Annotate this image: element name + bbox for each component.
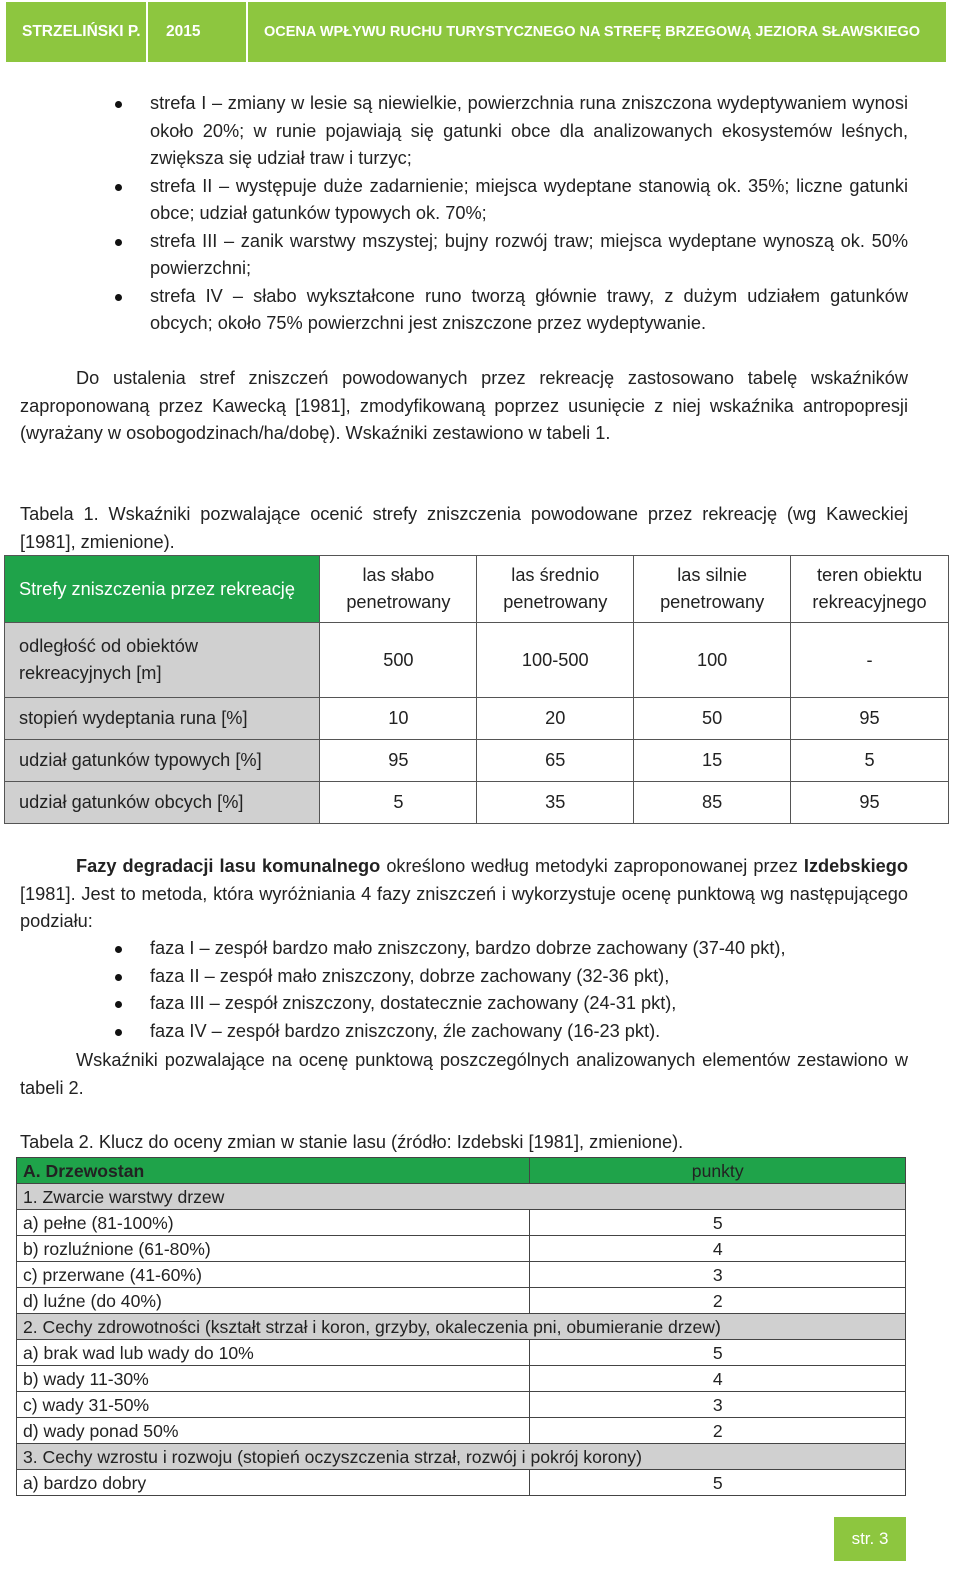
item-points: 2 (530, 1288, 906, 1314)
header-divider (146, 2, 148, 62)
item-points: 5 (530, 1340, 906, 1366)
row-label: udział gatunków typowych [%] (5, 740, 320, 782)
item-points: 4 (530, 1366, 906, 1392)
group-title: 1. Zwarcie warstwy drzew (17, 1184, 906, 1210)
item-points: 4 (530, 1236, 906, 1262)
points-header: punkty (530, 1158, 906, 1184)
table-row (5, 782, 949, 824)
forest-key-table (16, 1157, 906, 1496)
item-label: c) przerwane (41-60%) (17, 1262, 530, 1288)
header-divider (246, 2, 248, 62)
page-number: str. 3 (834, 1517, 906, 1561)
group-row (17, 1314, 906, 1340)
item-points: 2 (530, 1418, 906, 1444)
table-row (17, 1288, 906, 1314)
list-item: faza II – zespół mało zniszczony, dobrze zachowany (32-36 pkt), (20, 963, 908, 991)
table2-caption: Tabela 2. Klucz do oceny zmian w stanie lasu (źródło: Izdebski [1981], zmienione). (20, 1132, 684, 1152)
row-label: stopień wydeptania runa [%] (5, 698, 320, 740)
section-title: A. Drzewostan (17, 1158, 530, 1184)
table-header-cell: teren obiektu rekreacyjnego (791, 556, 949, 623)
table-row (17, 1236, 906, 1262)
table-cell: 100 (634, 623, 791, 698)
table-row (17, 1366, 906, 1392)
item-points: 3 (530, 1392, 906, 1418)
header-author: STRZELIŃSKI P. (22, 23, 141, 40)
table-cell: 100-500 (477, 623, 634, 698)
item-label: b) rozluźnione (61-80%) (17, 1236, 530, 1262)
table-cell: 85 (634, 782, 791, 824)
table-row (5, 740, 949, 782)
table-cell: 65 (477, 740, 634, 782)
zone-list (20, 90, 908, 338)
table-header-cell: las silnie penetrowany (634, 556, 791, 623)
table1-caption: Tabela 1. Wskaźniki pozwalające ocenić strefy zniszczenia powodowane przez rekreację (wg Kaweckiej [1981], zmienione). (20, 504, 908, 552)
item-label: a) pełne (81-100%) (17, 1210, 530, 1236)
zones-table (4, 555, 949, 824)
list-item: strefa I – zmiany w lesie są niewielkie, powierzchnia runa zniszczona wydeptywaniem wynosi około 20%; w runie pojawiają się gatunki obce dla analizowanych ekosystemów leśnych, zwiększa się udział traw i turzyc; (20, 90, 908, 173)
item-points: 3 (530, 1262, 906, 1288)
header-title: OCENA WPŁYWU RUCHU TURYSTYCZNEGO NA STREFĘ BRZEGOWĄ JEZIORA SŁAWSKIEGO (264, 24, 920, 40)
table-row (17, 1210, 906, 1236)
list-item: faza I – zespół bardzo mało zniszczony, bardzo dobrze zachowany (37-40 pkt), (20, 935, 908, 963)
paragraph-degradation: Fazy degradacji lasu komunalnego określono według metodyki zaproponowanej przez Izdebskiego [1981]. Jest to metoda, która wyróżniania 4 fazy zniszczeń i wykorzystuje ocenę punktową wg następującego podziału: (20, 856, 909, 931)
paragraph-indicators: Wskaźniki pozwalające na ocenę punktową poszczególnych analizowanych elementów zestawiono w tabeli 2. (20, 1050, 908, 1098)
list-item: strefa IV – słabo wykształcone runo tworzą głównie trawy, z dużym udziałem gatunków obcych; około 75% powierzchni jest zniszczone przez wydeptywanie. (20, 283, 908, 338)
list-item: faza III – zespół zniszczony, dostatecznie zachowany (24-31 pkt), (20, 990, 908, 1018)
table-row (17, 1392, 906, 1418)
table-row (17, 1340, 906, 1366)
item-label: d) wady ponad 50% (17, 1418, 530, 1444)
item-label: a) bardzo dobry (17, 1470, 530, 1496)
group-title: 3. Cechy wzrostu i rozwoju (stopień oczyszczenia strzał, rozwój i pokrój korony) (17, 1444, 906, 1470)
table-cell: 20 (477, 698, 634, 740)
table-header-cell: Strefy zniszczenia przez rekreację (5, 556, 320, 623)
table-cell: 10 (320, 698, 477, 740)
page-header (6, 2, 946, 62)
list-item: strefa II – występuje duże zadarnienie; miejsca wydeptane stanowią ok. 35%; liczne gatunki obce; udział gatunków typowych ok. 70%; (20, 173, 908, 228)
table-header-row (17, 1158, 906, 1184)
item-points: 5 (530, 1210, 906, 1236)
table-header-row (5, 556, 949, 623)
paragraph-methods: Do ustalenia stref zniszczeń powodowanych przez rekreację zastosowano tabelę wskaźników zaproponowaną przez Kawecką [1981], zmodyfikowaną poprzez usunięcie z niej wskaźnika antropopresji (wyrażany w osobogodzinach/ha/dobę). Wskaźniki zestawiono w tabeli 1. (20, 368, 908, 443)
table-row (17, 1262, 906, 1288)
table-cell: 50 (634, 698, 791, 740)
item-label: d) luźne (do 40%) (17, 1288, 530, 1314)
table-cell: 15 (634, 740, 791, 782)
group-title: 2. Cechy zdrowotności (kształt strzał i koron, grzyby, okaleczenia pni, obumieranie drzew) (17, 1314, 906, 1340)
table-row (5, 623, 949, 698)
group-row (17, 1444, 906, 1470)
phase-list (20, 935, 908, 1045)
table-row (17, 1418, 906, 1444)
table-cell: - (791, 623, 949, 698)
item-label: b) wady 11-30% (17, 1366, 530, 1392)
row-label: udział gatunków obcych [%] (5, 782, 320, 824)
item-label: a) brak wad lub wady do 10% (17, 1340, 530, 1366)
table-row (5, 698, 949, 740)
group-row (17, 1184, 906, 1210)
table-cell: 5 (320, 782, 477, 824)
row-label: odległość od obiektów rekreacyjnych [m] (5, 623, 320, 698)
table-cell: 95 (791, 782, 949, 824)
table-cell: 95 (791, 698, 949, 740)
list-item: faza IV – zespół bardzo zniszczony, źle zachowany (16-23 pkt). (20, 1018, 908, 1046)
header-year: 2015 (166, 23, 201, 40)
table-cell: 5 (791, 740, 949, 782)
item-label: c) wady 31-50% (17, 1392, 530, 1418)
table-header-cell: las słabo penetrowany (320, 556, 477, 623)
list-item: strefa III – zanik warstwy mszystej; bujny rozwój traw; miejsca wydeptane wynoszą ok. 50% powierzchni; (20, 228, 908, 283)
table-cell: 35 (477, 782, 634, 824)
table-cell: 500 (320, 623, 477, 698)
table-row (17, 1470, 906, 1496)
table-header-cell: las średnio penetrowany (477, 556, 634, 623)
item-points: 5 (530, 1470, 906, 1496)
table-cell: 95 (320, 740, 477, 782)
